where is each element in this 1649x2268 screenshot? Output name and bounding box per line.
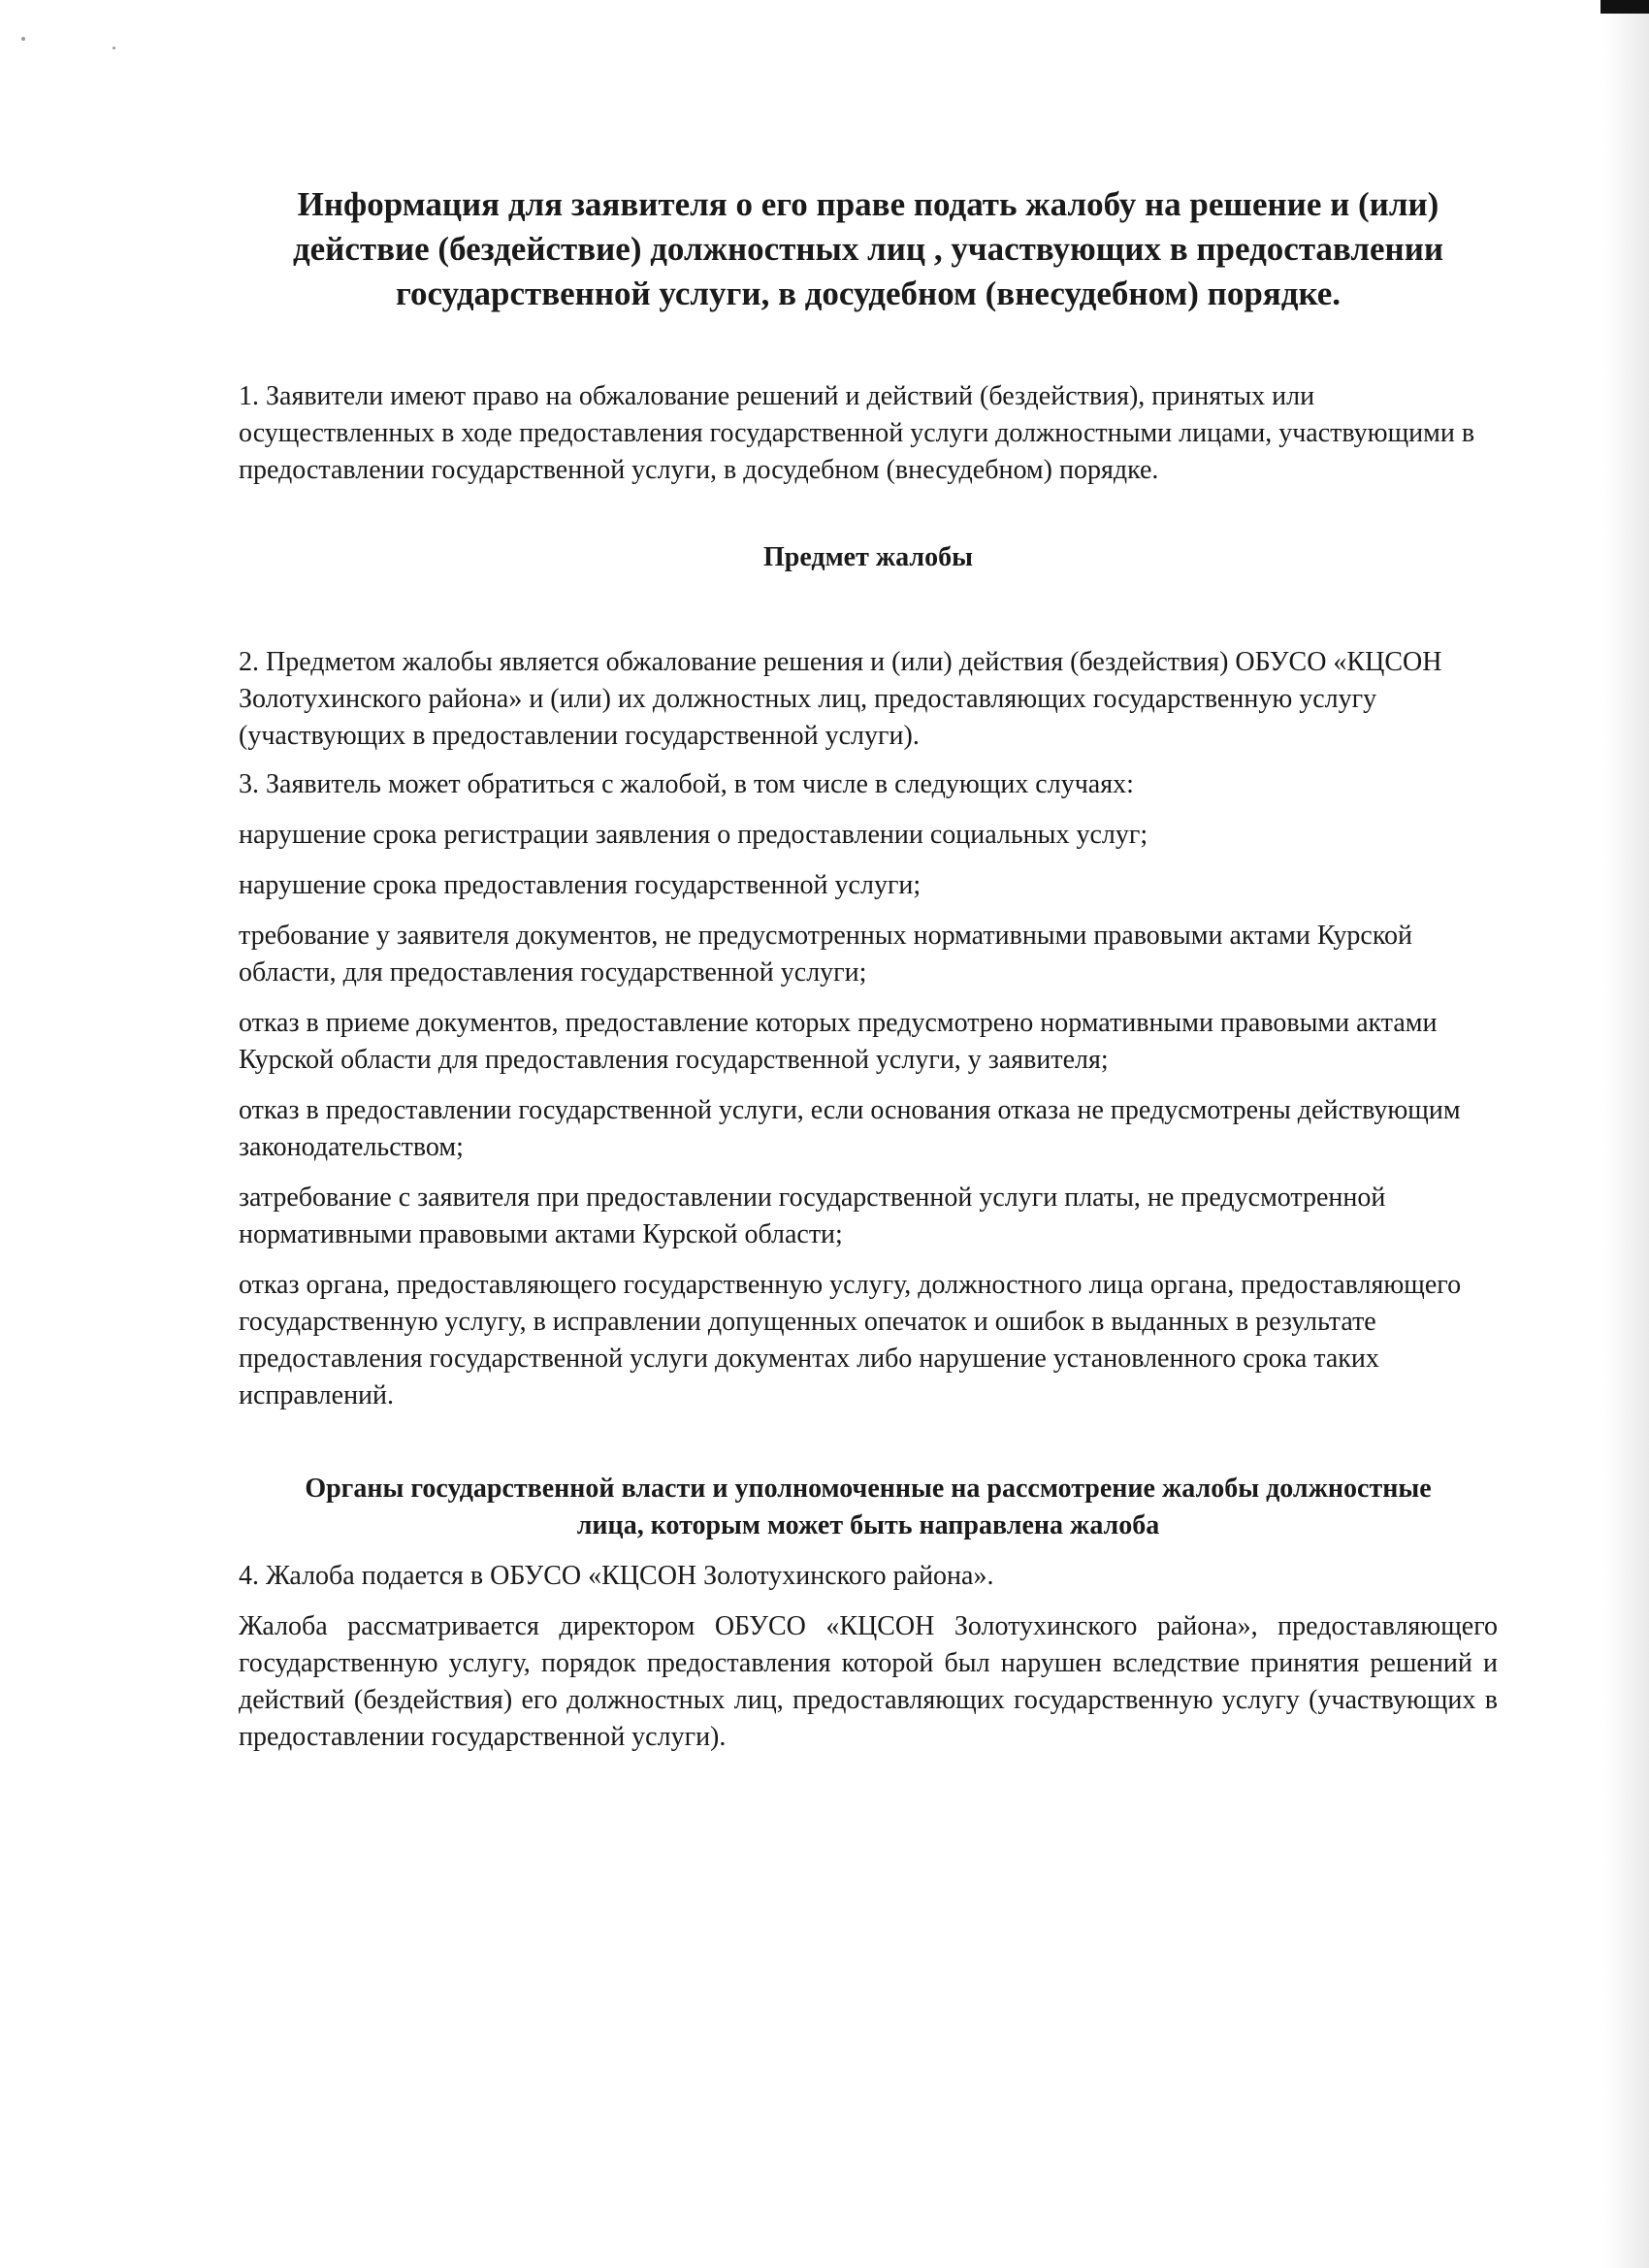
paragraph-item-2: 2. Предметом жалобы является обжалование решения и (или) действия (бездействия) ОБУСО «КЦСОН Золотухинского района» и (или) их должностных лиц, предоставляющих государственную услугу (участвующих в предоставлении государственной услуги). [239, 647, 1442, 751]
scan-corner-mark [1600, 0, 1649, 14]
scan-speck [113, 47, 115, 49]
list-item-case: отказ в приеме документов, предоставление которых предусмотрено нормативными правовыми актами Курской области для предоставления государственной услуги, у заявителя; [239, 1008, 1438, 1075]
scan-edge-shadow [1604, 0, 1649, 2268]
paragraph-review: Жалоба рассматривается директором ОБУСО «КЦСОН Золотухинского района», предоставляющего государственную услугу, порядок предоставления которой был нарушен вследствие принятия решений и действий (бездействия) его должностных лиц, предоставляющих государственную услугу (участвующих в предоставлении государственной услуги). [239, 1611, 1498, 1752]
scan-speck [21, 37, 25, 41]
list-item-case: затребование с заявителя при предоставлении государственной услуги платы, не предусмотренной нормативными правовыми актами Курской области; [239, 1183, 1386, 1249]
list-item-case: нарушение срока предоставления государственной услуги; [239, 870, 922, 900]
list-item-case: нарушение срока регистрации заявления о предоставлении социальных услуг; [239, 820, 1148, 850]
document-page [239, 182, 1498, 1756]
document-title: Информация для заявителя о его праве подать жалобу на решение и (или) действие (бездействие) должностных лиц , участвующих в предоставлении государственной услуги, в досудебном (внесудебном) порядке. [292, 185, 1444, 312]
section-heading-complaint-subject: Предмет жалобы [763, 542, 973, 572]
list-item-case: требование у заявителя документов, не предусмотренных нормативными правовыми актами Курской области, для предоставления государственной услуги; [239, 921, 1413, 988]
list-item-case: отказ органа, предоставляющего государственную услугу, должностного лица органа, предоставляющего государственную услугу, в исправлении допущенных опечаток и ошибок в выданных в результате предоставления государственной услуги документах либо нарушение установленного срока таких исправлений. [239, 1270, 1462, 1410]
section-heading-authorities: Органы государственной власти и уполномоченные на рассмотрение жалобы должностные лица, которым может быть направлена жалоба [305, 1474, 1432, 1540]
list-item-case: отказ в предоставлении государственной услуги, если основания отказа не предусмотрены действующим законодательством; [239, 1095, 1461, 1162]
paragraph-item-3: 3. Заявитель может обратиться с жалобой, в том числе в следующих случаях: [239, 769, 1134, 799]
paragraph-item-1: 1. Заявители имеют право на обжалование решений и действий (бездействия), принятых или осуществленных в ходе предоставления государственной услуги должностными лицами, участвующими в предоставлении государственной услуги, в досудебном (внесудебном) порядке. [239, 381, 1475, 485]
paragraph-item-4: 4. Жалоба подается в ОБУСО «КЦСОН Золотухинского района». [239, 1561, 994, 1591]
